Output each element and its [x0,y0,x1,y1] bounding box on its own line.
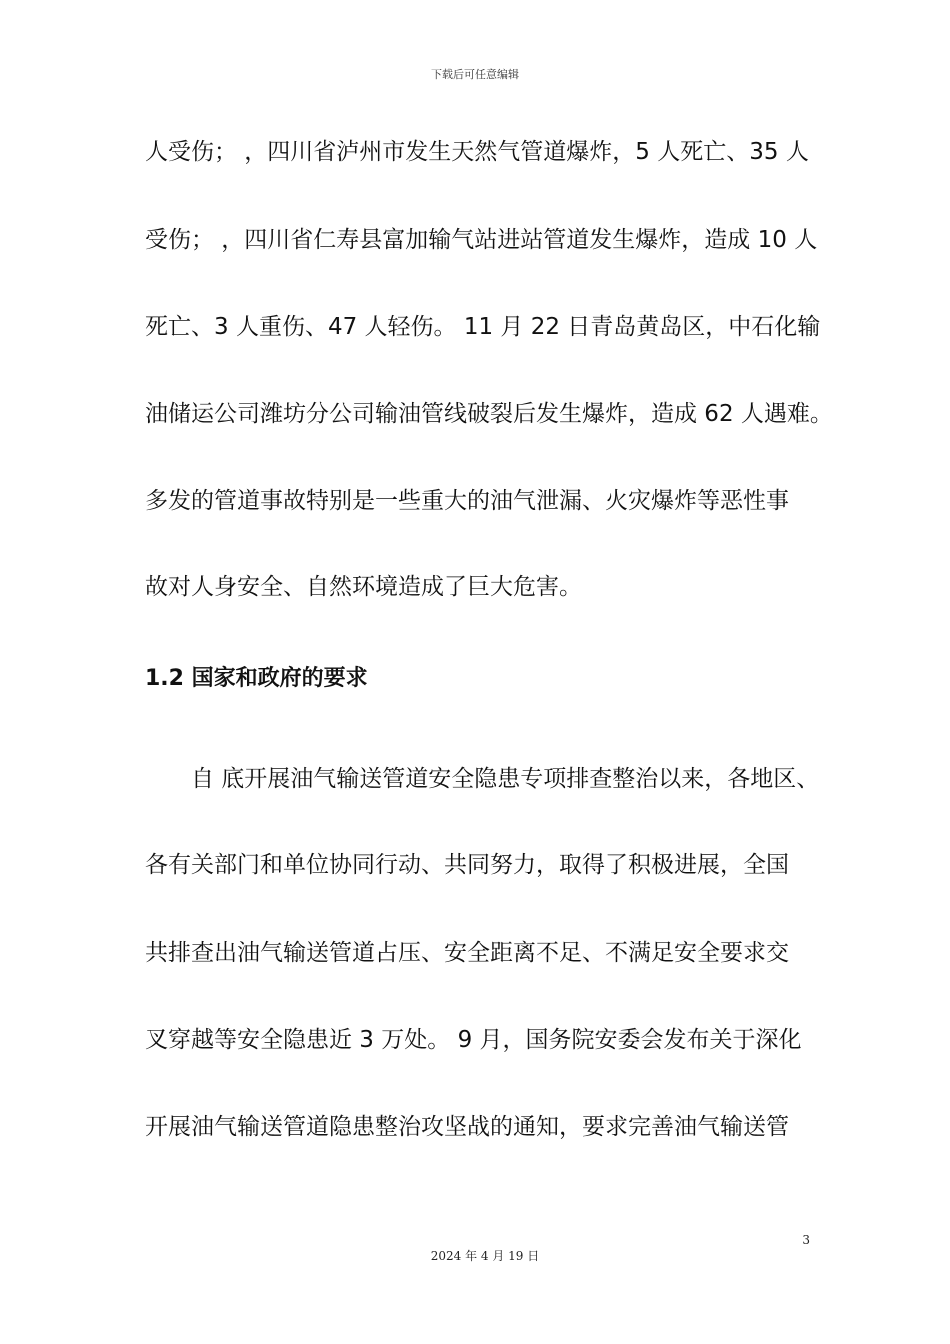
paragraph-line: 故对人身安全、自然环境造成了巨大危害。 [145,574,582,600]
paragraph-line: 死亡、3 人重伤、47 人轻伤。 11 月 22 日青岛黄岛区，中石化输 [145,314,821,340]
paragraph-line: 多发的管道事故特别是一些重大的油气泄漏、火灾爆炸等恶性事 [145,488,789,514]
page-header: 下载后可任意编辑 [431,68,519,81]
paragraph-line: 开展油气输送管道隐患整治攻坚战的通知，要求完善油气输送管 [145,1114,789,1140]
paragraph-line: 自 底开展油气输送管道安全隐患专项排查整治以来，各地区、 [191,766,820,792]
footer-date: 2024 年 4 月 19 日 [430,1249,540,1263]
paragraph-line: 共排查出油气输送管道占压、安全距离不足、不满足安全要求交 [145,940,789,966]
paragraph-line: 叉穿越等安全隐患近 3 万处。 9 月，国务院安委会发布关于深化 [145,1027,802,1053]
section-heading: 1.2 国家和政府的要求 [145,666,368,691]
paragraph-line: 油储运公司潍坊分公司输油管线破裂后发生爆炸，造成 62 人遇难。 [145,401,833,427]
page-number: 3 [802,1233,810,1247]
paragraph-line: 受伤； ，四川省仁寿县富加输气站进站管道发生爆炸，造成 10 人 [145,227,818,253]
paragraph-line: 人受伤； ，四川省泸州市发生天然气管道爆炸，5 人死亡、35 人 [145,139,809,165]
paragraph-line: 各有关部门和单位协同行动、共同努力，取得了积极进展，全国 [145,852,789,878]
